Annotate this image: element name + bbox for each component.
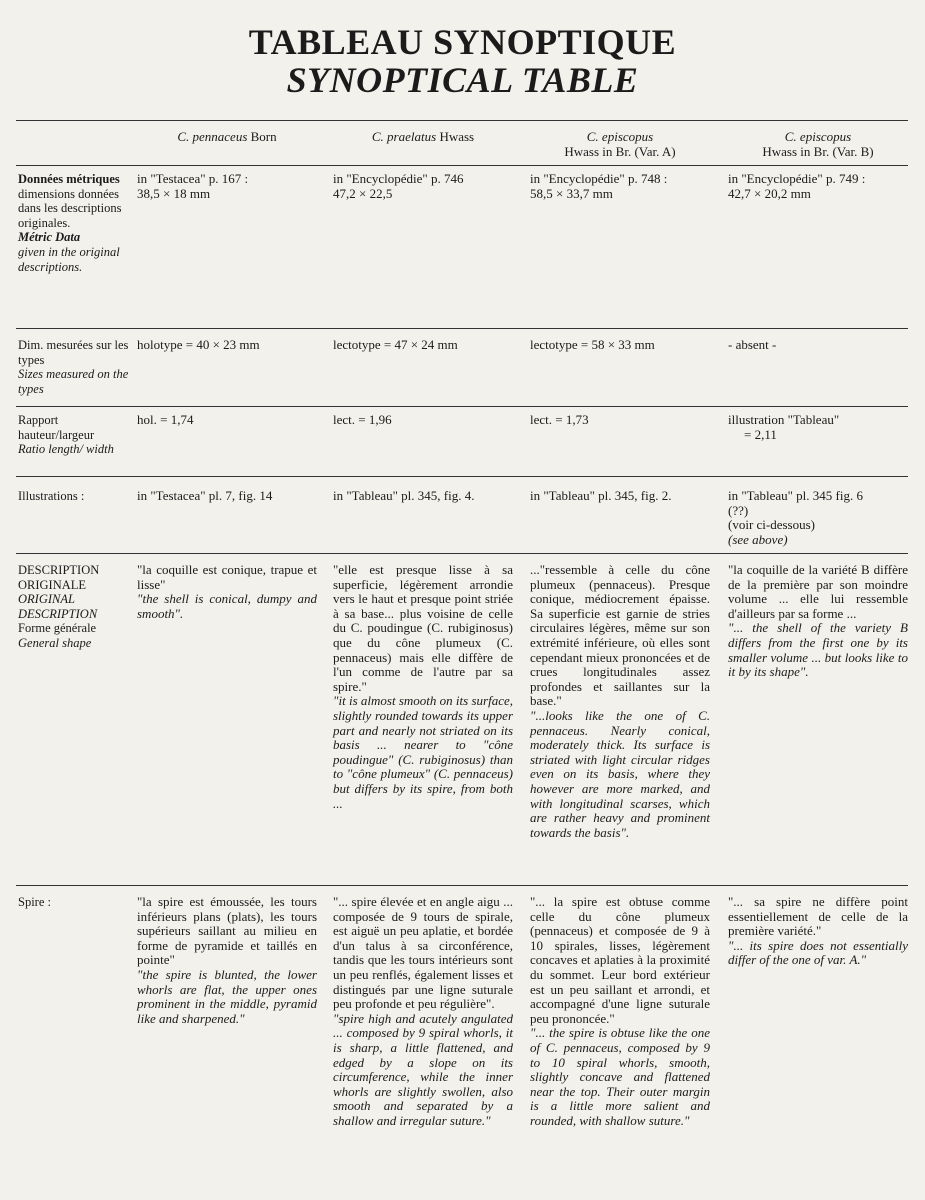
metric-cell-2: in "Encyclopédie" p. 746 47,2 × 22,5 — [333, 171, 464, 201]
illustrations-cell-2: in "Tableau" pl. 345, fig. 4. — [333, 488, 475, 503]
row-label-dimensions: Dim. mesurées sur les types Sizes measured on the types — [18, 338, 129, 396]
row-label-description: DESCRIPTION ORIGINALE ORIGINAL DESCRIPTION Forme générale General shape — [18, 563, 100, 650]
dimensions-cell-3: lectotype = 58 × 33 mm — [530, 337, 655, 352]
rule-header — [16, 165, 908, 166]
column-header-4 — [728, 129, 908, 159]
spire-cell-4: "... sa spire ne diffère point essentiellement de celle de la première variété." "... its spire does not essentially differ of the one of var. A." — [728, 894, 908, 968]
species-author: Hwass in Br. (Var. A) — [564, 144, 676, 159]
spire-cell-2: "... spire élevée et en angle aigu ... composée de 9 tours de spirale, est aiguë un peu aplatie, et bordée d'un talus à sa circonférence, tandis que les tours intérieurs sont un peu renflés, également lisses et distingués par une ligne suturale peu profonde et peu régulière". "spire high and acutely angulated ... composed by 9 spiral whorls, it is sharp, a little flattened, and edged by a slope on its circumference, while the inner whorls are slightly swollen, also smooth and separated by a shallow and irregular suture." — [333, 894, 513, 1128]
column-header-2: C. praelatus Hwass — [371, 129, 475, 144]
page-subtitle: SYNOPTICAL TABLE — [286, 60, 639, 100]
row-label-spire: Spire : — [18, 895, 51, 909]
ratio-cell-2: lect. = 1,96 — [333, 412, 392, 427]
rule-row-3 — [16, 476, 908, 477]
dimensions-cell-4: - absent - — [728, 337, 777, 352]
species-name: C. episcopus — [784, 129, 852, 144]
rule-row-5 — [16, 885, 908, 886]
description-cell-4: "la coquille de la variété B diffère de la première par son moindre volume ... elle lui ressemble d'ailleurs par sa forme ... "... the shell of the variety B differs from the first one by its smaller volume ... but looks like to it by its shape". — [728, 562, 908, 680]
species-name: C. praelatus — [371, 129, 437, 144]
ratio-cell-3: lect. = 1,73 — [530, 412, 589, 427]
description-cell-3: ..."ressemble à celle du cône plumeux (pennaceus). Presque conique, médiocrement épaisse. Sa superficie est garnie de stries circulaires légères, même sur son extrémité inférieure, où elles sont cependant mieux prononcées et de crues longitudinales assez profondes et saillantes sur la base." "...looks like the one of C. pennaceus. Nearly conical, moderately thick. Its surface is striated with light circular ridges even on its basis, where they however are more marked, and with longitudinal scarses, which are rather heavy and prominent towards the basis". — [530, 562, 710, 840]
row-label-illustrations: Illustrations : — [18, 489, 85, 503]
metric-cell-4: in "Encyclopédie" p. 749 : 42,7 × 20,2 mm — [728, 171, 866, 201]
illustrations-cell-4: in "Tableau" pl. 345 fig. 6 (??) (voir ci-dessous) (see above) — [728, 488, 863, 547]
rule-top — [16, 120, 908, 121]
description-cell-1: "la coquille est conique, trapue et lisse" "the shell is conical, dumpy and smooth". — [137, 562, 317, 621]
row-label-metric: Données métriques dimensions données dans les descriptions originales. Métric Data given in the original descriptions. — [18, 172, 122, 274]
rule-row-4 — [16, 553, 908, 554]
dimensions-cell-2: lectotype = 47 × 24 mm — [333, 337, 458, 352]
species-name: C. pennaceus — [177, 129, 248, 144]
ratio-cell-1: hol. = 1,74 — [137, 412, 194, 427]
illustrations-cell-1: in "Testacea" pl. 7, fig. 14 — [137, 488, 273, 503]
spire-cell-3: "... la spire est obtuse comme celle du cône plumeux (pennaceus) et composée de 9 à 10 spirales, lisses, légèrement concaves et aplaties à la proximité du sommet. Leur bord extérieur est un peu saillant et arrondi, et accompagné d'une ligne suturale peu prononcée." "... the spire is obtuse like the one of C. pennaceus, composed by 9 to 10 spiral whorls, smooth, slightly concave and flattened near the top. Their outer margin is a little more salient and rounded, with shallow suture." — [530, 894, 710, 1128]
page-title: TABLEAU SYNOPTIQUE — [248, 22, 677, 62]
species-author: Hwass in Br. (Var. B) — [762, 144, 874, 159]
dimensions-cell-1: holotype = 40 × 23 mm — [137, 337, 260, 352]
species-name: C. episcopus — [586, 129, 654, 144]
rule-row-2 — [16, 406, 908, 407]
rule-row-1 — [16, 328, 908, 329]
illustrations-cell-3: in "Tableau" pl. 345, fig. 2. — [530, 488, 672, 503]
ratio-cell-4: illustration "Tableau" = 2,11 — [728, 412, 840, 442]
column-header-1: C. pennaceus Born — [177, 129, 277, 144]
metric-cell-3: in "Encyclopédie" p. 748 : 58,5 × 33,7 mm — [530, 171, 668, 201]
spire-cell-1: "la spire est émoussée, les tours inférieurs plans (plats), les tours supérieurs saillant au milieu en forme de pyramide et taillés en pointe" "the spire is blunted, the lower whorls are flat, the upper ones prominent in the middle, pyramid like and sharpened." — [137, 894, 317, 1026]
row-label-ratio: Rapport hauteur/largeur Ratio length/ width — [18, 413, 114, 457]
metric-cell-1: in "Testacea" p. 167 : 38,5 × 18 mm — [137, 171, 249, 201]
column-header-3 — [530, 129, 710, 159]
description-cell-2: "elle est presque lisse à sa superficie, légèrement arrondie vers le haut et presque point striée à sa base... plus voisine de celle du C. poudingue (C. rubiginosus) que du cône plumeux (C. pennaceus) mais elle diffère de l'un comme de l'autre par sa spire." "it is almost smooth on its surface, slightly rounded towards its upper part and nearly not striated on its basis ... nearer to "cône poudingue" (C. rubiginosus) than to "cône plumeux" (C. pennaceus) but differs by its spire, from both ... — [333, 562, 513, 811]
